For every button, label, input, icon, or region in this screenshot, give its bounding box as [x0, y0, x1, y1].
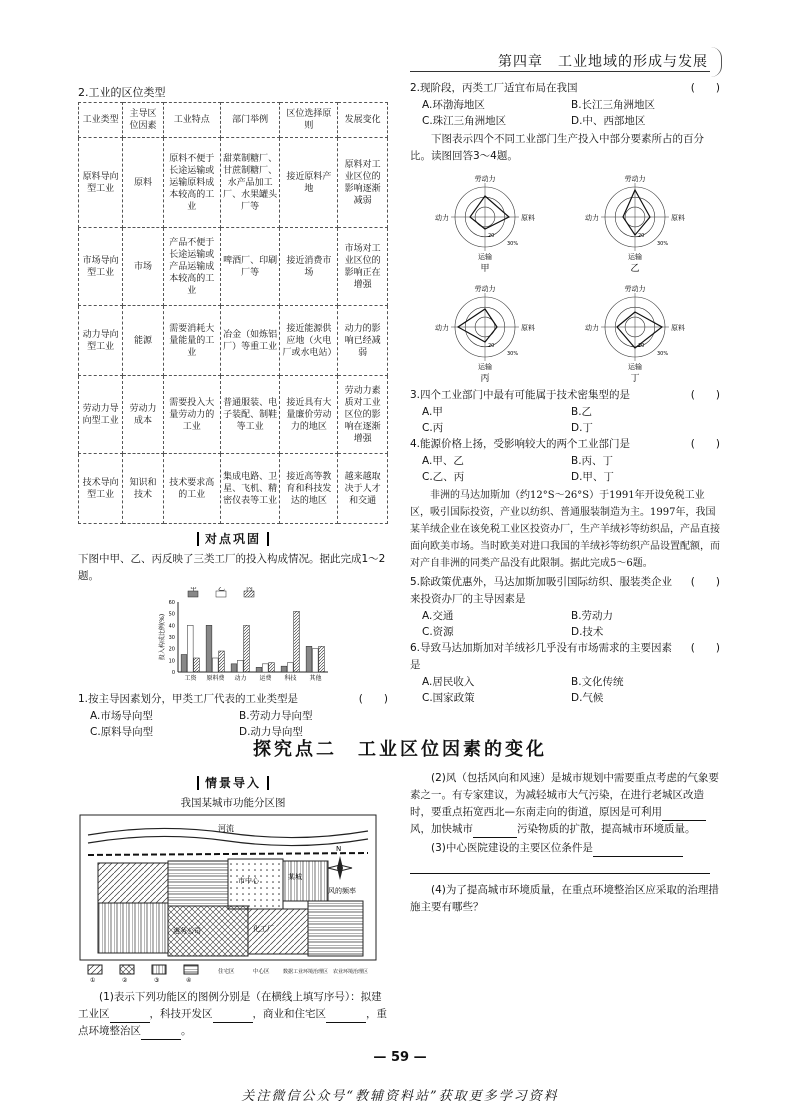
radar-label-right: 原料: [671, 214, 685, 222]
radar-label-bottom: 运输: [478, 363, 492, 371]
option[interactable]: B.乙: [571, 406, 593, 418]
option[interactable]: B.丙、丁: [571, 455, 614, 467]
radar-label-top: 劳动力: [474, 175, 496, 183]
x-tick-label: 其他: [309, 675, 322, 682]
map-question-3: (3)中心医院建设的主要区位条件是: [410, 840, 720, 857]
bar-甲: [231, 664, 237, 672]
option[interactable]: C.乙、丙: [422, 471, 465, 483]
table-cell: 越来越取决于人才和交通: [338, 454, 388, 524]
radar-label-bottom: 运输: [478, 253, 492, 261]
table-cell: 接近消费市场: [280, 228, 338, 306]
page-number: — 59 —: [373, 1050, 427, 1065]
bar-甲: [306, 646, 312, 672]
option[interactable]: B.劳动力导向型: [239, 710, 313, 722]
river-label: 河流: [218, 824, 234, 833]
y-tick-label: 20: [168, 646, 175, 653]
legend-label: 农业环境治理区: [333, 969, 369, 975]
radar-chart: [560, 167, 710, 277]
table-cell: 动力的影响已经减弱: [338, 306, 388, 376]
option[interactable]: D.气候: [571, 692, 604, 704]
radar-tick: 30%: [507, 241, 519, 247]
question-1: 1.按主导因素划分，甲类工厂代表的工业类型是 ( ): [78, 693, 388, 705]
footer-note: 关注微信公众号“教辅资料站”获取更多学习资料: [241, 1089, 559, 1104]
radar-tick: 20: [488, 342, 495, 349]
option[interactable]: D.丁: [571, 422, 593, 434]
table-cell: 知识和技术: [123, 454, 164, 524]
table-cell: 冶金（如炼铝厂）等重工业: [220, 306, 280, 376]
table-cell: 集成电路、卫星、飞机、精密仪表等工业: [220, 454, 280, 524]
option[interactable]: A.交通: [422, 610, 454, 622]
y-tick-label: 50: [168, 611, 175, 618]
option[interactable]: C.国家政策: [422, 692, 475, 704]
question-5-options: [410, 608, 720, 640]
radar-label-top: 劳动力: [624, 285, 646, 293]
center-label: 市中心: [238, 877, 259, 885]
bar-丙: [319, 646, 325, 672]
legend-swatch: [88, 965, 102, 974]
park-label: 某城: [288, 873, 302, 881]
left-column: [78, 80, 388, 740]
radar-tick: 20: [638, 232, 645, 239]
table-cell: 市场对工业区位的影响正在增强: [338, 228, 388, 306]
table-cell: 接近高等教育和科技发达的地区: [280, 454, 338, 524]
legend-label: 丙: [246, 587, 253, 592]
radar-label-top: 劳动力: [624, 175, 646, 183]
table-header-row: [79, 103, 388, 138]
map-question-1: (1)表示下列功能区的图例分别是（在横线上填写序号）：拟建工业区 ，科技开发区 ，商业和住宅区 ，重点环境整治区 。: [78, 989, 388, 1040]
table-header: 区位选择原则: [280, 103, 338, 138]
input-composition-chart: [78, 587, 388, 687]
option[interactable]: A.甲、乙: [422, 455, 464, 467]
legend-label: ④: [186, 977, 192, 983]
table-cell: 需要消耗大量能量的工业: [163, 306, 220, 376]
table-cell: 需要投入大量劳动力的工业: [163, 376, 220, 454]
header-bracket: [711, 47, 722, 77]
intro-3-4: 下图表示四个不同工业部门生产投入中部分要素所占的百分比。读图回答3～4题。: [410, 133, 704, 162]
bar-丙: [244, 625, 250, 672]
y-tick-label: 0: [171, 670, 175, 676]
intro-text: 下图中甲、乙、丙反映了三类工厂的投入构成情况。据此完成1～2题。: [78, 553, 386, 582]
wind-label: 风的频率: [328, 887, 356, 895]
option[interactable]: B.劳动力: [571, 610, 614, 622]
header-rule: [410, 71, 710, 72]
option[interactable]: D.中、西部地区: [571, 115, 646, 127]
radar-name: 丁: [630, 374, 640, 384]
option[interactable]: D.甲、丁: [571, 471, 614, 483]
zone-3: [283, 861, 328, 901]
scenario-column: [78, 768, 388, 1042]
radar-label-left: 动力: [435, 214, 449, 222]
question-5: 5.除政策优惠外，马达加斯加吸引国际纺织、服装类企业来投资办厂的主导因素是 ( ): [410, 576, 720, 605]
legend-label: 甲: [190, 587, 197, 592]
map-legend: [88, 965, 368, 983]
table-cell: 技术导向型工业: [79, 454, 123, 524]
table-row: [79, 306, 388, 376]
bar-丙: [269, 663, 275, 672]
y-tick-label: 60: [168, 600, 175, 606]
madagascar-passage: 非洲的马达加斯加（约12°S～26°S）于1991年开设免税工业区，吸引国际投资，产业以纺织、普通服装制造为主。1997年，我国某羊绒企业在该免税工业区投资办厂，生产羊绒衫等纺织品，产品直接面向欧美市场。当时欧美对进口我国的羊绒衫等纺织产品设置配额，而对产自非洲的同类产品没有此限制。据此完成5～6题。: [410, 490, 720, 569]
table-cell: 原料对工业区位的影响逐渐减弱: [338, 138, 388, 228]
radar-label-bottom: 运输: [628, 363, 642, 371]
x-tick-label: 运费: [259, 675, 272, 682]
table-cell: 接近具有大量廉价劳动力的地区: [280, 376, 338, 454]
radar-name: 乙: [630, 264, 640, 274]
question-4-options: [410, 453, 720, 485]
chapter-title: 第四章 工业地域的形成与发展: [498, 54, 708, 70]
answer-blank[interactable]: [473, 825, 517, 838]
bar-甲: [181, 655, 187, 673]
table-cell: 啤酒厂、印刷厂等: [220, 228, 280, 306]
question-3: 3.四个工业部门中最有可能属于技术密集型的是 ( ): [410, 389, 720, 401]
section-2-title: 探究点二 工业区位因素的变化: [253, 739, 547, 760]
right-column: [410, 80, 720, 706]
question-2: 2.现阶段，丙类工厂适宜布局在我国 ( ): [410, 82, 720, 94]
bar-甲: [206, 625, 212, 672]
radar-tick: 20: [488, 232, 495, 239]
table-cell: 市场: [123, 228, 164, 306]
question-4: 4.能源价格上扬，受影响较大的两个工业部门是 ( ): [410, 438, 720, 450]
legend-swatch: [184, 965, 198, 974]
radar-charts: [410, 167, 720, 387]
option[interactable]: A.市场导向型: [90, 710, 153, 722]
radar-shape: [458, 309, 497, 342]
section-title: 2.工业的区位类型: [78, 86, 166, 99]
map-question-4: (4)为了提高城市环境质量，在重点环境整治区应采取的治理措施主要有哪些？: [410, 884, 719, 913]
option[interactable]: D.技术: [571, 626, 604, 638]
radar-name: 丙: [480, 374, 490, 384]
table-header: 部门举例: [220, 103, 280, 138]
radar-chart: [410, 167, 560, 277]
question-6-options: [410, 674, 720, 706]
bar-甲: [256, 667, 262, 672]
answer-blank[interactable]: [326, 1010, 366, 1023]
radar-chart: [410, 277, 560, 387]
x-tick-label: 动力: [234, 675, 247, 682]
table-row: [79, 376, 388, 454]
legend-label: 住宅区: [218, 969, 235, 975]
option[interactable]: B.文化传统: [571, 676, 624, 688]
radar-label-left: 动力: [435, 324, 449, 332]
table-row: [79, 454, 388, 524]
map-title: 我国某城市功能分区图: [180, 797, 286, 809]
option[interactable]: A.环渤海地区: [422, 99, 485, 111]
table-cell: 产品不便于长途运输或产品运输成本较高的工业: [163, 228, 220, 306]
legend-label: 数据工业环境治理区: [283, 969, 329, 975]
radar-tick: 30%: [657, 241, 669, 247]
scenario-tag: 情景导入: [78, 774, 388, 791]
y-tick-label: 10: [168, 658, 175, 665]
table-cell: 劳动力成本: [123, 376, 164, 454]
bar-丙: [219, 651, 225, 672]
radar-label-right: 原料: [521, 214, 535, 222]
bar-乙: [237, 660, 243, 672]
radar-label-left: 动力: [585, 214, 599, 222]
bar-乙: [312, 649, 318, 672]
bar-乙: [262, 664, 268, 672]
radar-shape: [623, 190, 650, 235]
legend-label: 乙: [218, 587, 225, 592]
table-cell: 动力导向型工业: [79, 306, 123, 376]
radar-label-right: 原料: [671, 324, 685, 332]
radar-tick: 30%: [657, 351, 669, 357]
answer-blank[interactable]: [593, 844, 683, 857]
bar-乙: [187, 625, 193, 672]
practice-tag: 对点巩固: [78, 530, 388, 547]
radar-tick: 20: [638, 342, 645, 349]
table-cell: 普通服装、电子装配、制鞋等工业: [220, 376, 280, 454]
answer-blank[interactable]: [110, 1010, 150, 1023]
answer-line[interactable]: [410, 861, 710, 874]
option[interactable]: D.动力导向型: [239, 726, 303, 738]
x-tick-label: 工资: [184, 675, 197, 682]
compass-label: N: [336, 845, 342, 853]
option[interactable]: A.甲: [422, 406, 443, 418]
zone-1: [98, 863, 168, 903]
answer-blank[interactable]: [213, 1010, 253, 1023]
zone-2: [168, 861, 228, 906]
bar-丙: [194, 658, 200, 672]
company-label: 港务公司: [173, 927, 201, 935]
table-cell: 市场导向型工业: [79, 228, 123, 306]
table-cell: 原料导向型工业: [79, 138, 123, 228]
table-cell: 接近原料产地: [280, 138, 338, 228]
map-question-2: (2)风（包括风向和风速）是城市规划中需要重点考虑的气象要素之一。有专家建议，为减轻城市大气污染，在进行老城区改造时，要重点拓宽西北—东南走向的街道，原因是可利用风，加快城市 污染物质的扩散，提高城市环境质量。: [410, 770, 720, 838]
x-tick-label: 科技: [284, 675, 297, 682]
zone-east: [308, 901, 363, 956]
bar-丙: [294, 611, 300, 672]
bar-乙: [212, 658, 218, 672]
radar-label-bottom: 运输: [628, 253, 642, 261]
x-tick-label: 原料费: [206, 675, 225, 682]
question-3-options: [410, 404, 720, 436]
table-cell: 原料: [123, 138, 164, 228]
y-axis-label: 投入构成比例(%): [159, 613, 166, 661]
answer-blank[interactable]: [662, 808, 706, 821]
option[interactable]: B.长江三角洲地区: [571, 99, 656, 111]
table-header: 主导区位因素: [123, 103, 164, 138]
radar-chart: [560, 277, 710, 387]
option[interactable]: C.资源: [422, 626, 454, 638]
radar-name: 甲: [480, 264, 490, 274]
table-row: [79, 228, 388, 306]
y-tick-label: 30: [168, 635, 175, 641]
legend-label: 中心区: [253, 969, 270, 975]
legend-label: ②: [122, 977, 128, 983]
page-header: [0, 45, 800, 75]
radar-tick: 30%: [507, 351, 519, 357]
legend-swatch: [120, 965, 134, 974]
table-cell: 劳动力素质对工业区位的影响在逐渐增强: [338, 376, 388, 454]
factory-label: 化工厂: [253, 925, 274, 933]
radar-label-left: 动力: [585, 324, 599, 332]
table-cell: 能源: [123, 306, 164, 376]
question-2-options: [410, 97, 720, 129]
table-cell: 劳动力导向型工业: [79, 376, 123, 454]
option[interactable]: A.居民收入: [422, 676, 475, 688]
radar-label-right: 原料: [521, 324, 535, 332]
legend-swatch: [152, 965, 166, 974]
y-tick-label: 40: [168, 623, 175, 630]
city-function-map: [78, 813, 378, 983]
location-type-table: [78, 102, 388, 524]
option[interactable]: C.丙: [422, 422, 444, 434]
table-header: 发展变化: [338, 103, 388, 138]
legend-label: ①: [90, 977, 96, 983]
question-6: 6.导致马达加斯加对羊绒衫几乎没有市场需求的主要因素是 ( ): [410, 642, 720, 671]
table-cell: 原料不便于长途运输或运输原料成本较高的工业: [163, 138, 220, 228]
radar-label-top: 劳动力: [474, 285, 496, 293]
zone-4: [98, 903, 168, 953]
table-cell: 甜菜制糖厂、甘蔗制糖厂、水产品加工厂、水果罐头厂等: [220, 138, 280, 228]
legend-label: ③: [154, 977, 160, 983]
bar-甲: [281, 666, 287, 672]
option[interactable]: C.原料导向型: [90, 726, 154, 738]
table-cell: 接近能源供应地（火电厂或水电站）: [280, 306, 338, 376]
table-header: 工业特点: [163, 103, 220, 138]
option[interactable]: C.珠江三角洲地区: [422, 115, 507, 127]
table-header: 工业类型: [79, 103, 123, 138]
answer-blank[interactable]: [141, 1027, 181, 1040]
table-cell: 技术要求高的工业: [163, 454, 220, 524]
bar-乙: [287, 663, 293, 672]
scenario-questions: [410, 768, 720, 918]
table-row: [79, 138, 388, 228]
